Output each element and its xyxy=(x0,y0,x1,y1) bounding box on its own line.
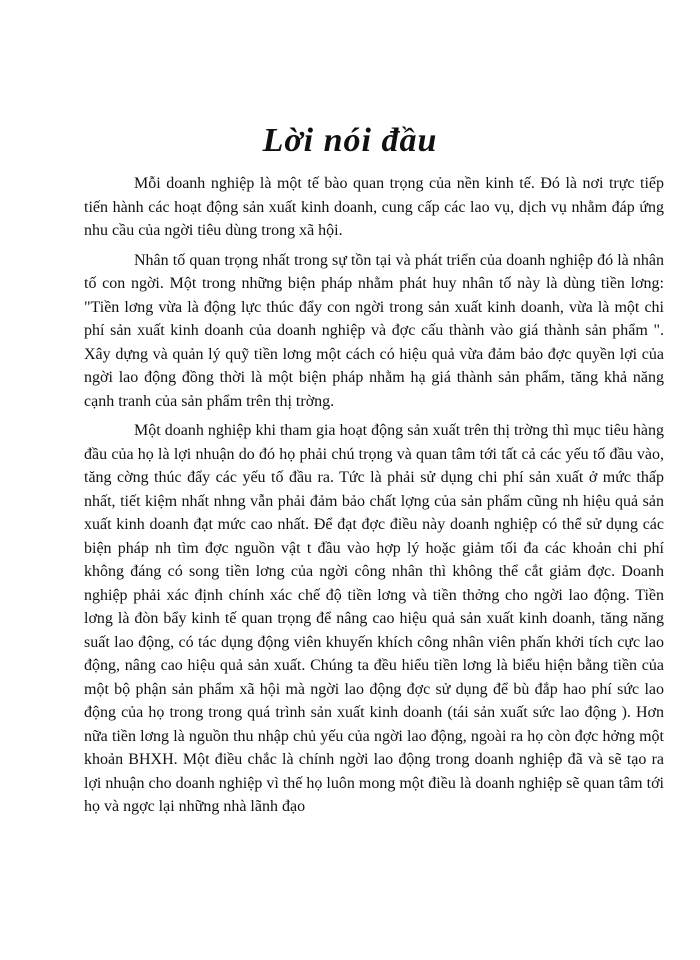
paragraph-3: Một doanh nghiệp khi tham gia hoạt động sản xuất trên thị trờng thì mục tiêu hàng đầu của họ là lợi nhuận do đó họ phải chú trọng và quan tâm tới tất cả các yếu tố đầu vào, tăng cờng thúc đẩy các yếu tố đầu ra. Tức là phải sử dụng chi phí sản xuất ở mức thấp nhất, tiết kiệm nhất nhng vẫn phải đảm bảo chất lợng của sản phẩm cũng nh hiệu quả sản xuất kinh doanh đạt mức cao nhất. Để đạt đợc điều này doanh nghiệp có thể sử dụng các biện pháp nh tìm đợc nguồn vật t đầu vào hợp lý hoặc giảm tối đa các khoản chi phí không đáng có song tiền lơng của ngời công nhân thì không thể cắt giảm đợc. Doanh nghiệp phải xác định chính xác chế độ tiền lơng và tiền thởng cho ngời lao động. Tiền lơng là đòn bẩy kinh tế quan trọng để nâng cao hiệu quả sản xuất kinh doanh, tăng năng suất lao động, có tác dụng động viên khuyến khích công nhân viên phấn khởi tích cực lao động, nâng cao hiệu quả sản xuất. Chúng ta đều hiểu tiền lơng là biểu hiện bằng tiền của một bộ phận sản phẩm xã hội mà ngời lao động đợc sử dụng để bù đắp hao phí sức lao động của họ trong trong quá trình sản xuất kinh doanh (tái sản xuất sức lao động ). Hơn nữa tiền lơng là nguồn thu nhập chủ yếu của ngời lao động, ngoài ra họ còn đợc hởng một khoản BHXH. Một điều chắc là chính ngời lao động trong doanh nghiệp đã và sẽ tạo ra lợi nhuận cho doanh nghiệp vì thế họ luôn mong một điều là doanh nghiệp sẽ quan tâm tới họ và ngợc lại những nhà lãnh đạo xyxy=(84,422,664,815)
paragraph-1: Mỗi doanh nghiệp là một tế bào quan trọng của nền kinh tế. Đó là nơi trực tiếp tiến hành các hoạt động sản xuất kinh doanh, cung cấp các lao vụ, dịch vụ nhằm đáp ứng nhu cầu của ngời tiêu dùng trong xã hội. xyxy=(84,175,664,239)
document-title: Lời nói đầu xyxy=(262,122,438,159)
document-body xyxy=(84,172,664,825)
paragraph-2: Nhân tố quan trọng nhất trong sự tồn tại và phát triển của doanh nghiệp đó là nhân tố con ngời. Một trong những biện pháp nhằm phát huy nhân tố này là dùng tiền lơng: "Tiền lơng vừa là động lực thúc đẩy con ngời trong sản xuất kinh doanh, vừa là một chi phí sản xuất kinh doanh của doanh nghiệp và đợc cấu thành vào giá thành sản phẩm ". Xây dựng và quản lý quỹ tiền lơng một cách có hiệu quả vừa đảm bảo đợc quyền lợi của ngời lao động đồng thời là một biện pháp nhằm hạ giá thành sản phẩm, tăng khả năng cạnh tranh của sản phẩm trên thị trờng. xyxy=(84,251,664,410)
